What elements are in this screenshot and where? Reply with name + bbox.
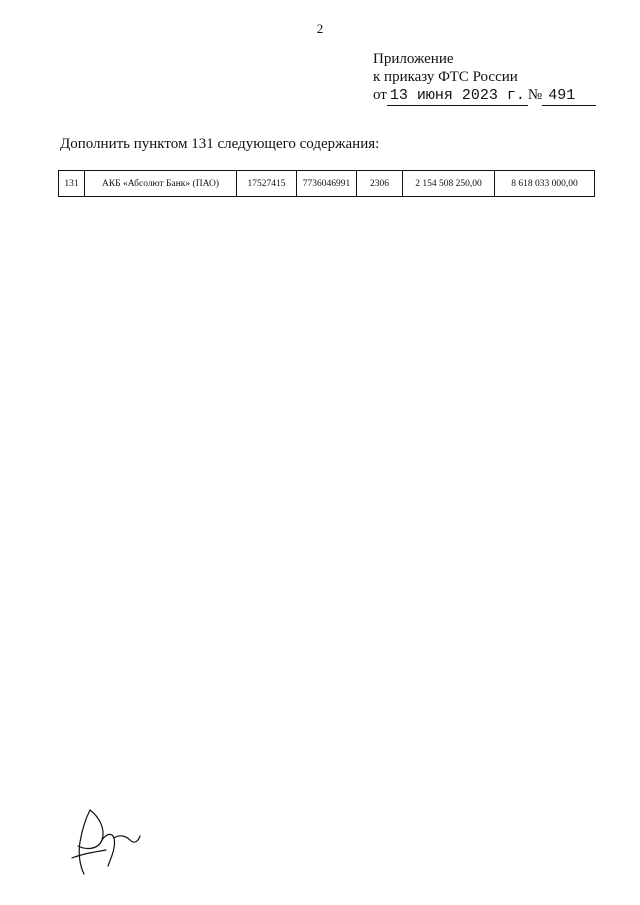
max-amount-cell: 8 618 033 000,00 xyxy=(495,171,595,197)
handwritten-signature xyxy=(68,806,148,878)
row-item-number: 131 xyxy=(59,171,85,197)
order-number: 491 xyxy=(542,87,596,106)
appendix-order-ref: к приказу ФТС России xyxy=(373,69,518,85)
okpo-cell: 17527415 xyxy=(237,171,297,197)
table-row xyxy=(59,171,595,197)
amendment-table xyxy=(58,170,595,197)
from-label: от xyxy=(373,87,387,103)
number-sign: № xyxy=(527,87,543,103)
bank-name-cell: АКБ «Абсолют Банк» (ПАО) xyxy=(85,171,237,197)
amount-cell: 2 154 508 250,00 xyxy=(403,171,495,197)
inn-cell: 7736046991 xyxy=(297,171,357,197)
appendix-header xyxy=(373,50,596,106)
appendix-title: Приложение xyxy=(373,51,454,67)
page-number: 2 xyxy=(316,21,324,36)
reg-number-cell: 2306 xyxy=(357,171,403,197)
order-date-number-line xyxy=(373,86,596,106)
order-date: 13 июня 2023 г. xyxy=(387,87,528,106)
intro-text: Дополнить пунктом 131 следующего содержания: xyxy=(60,136,380,152)
